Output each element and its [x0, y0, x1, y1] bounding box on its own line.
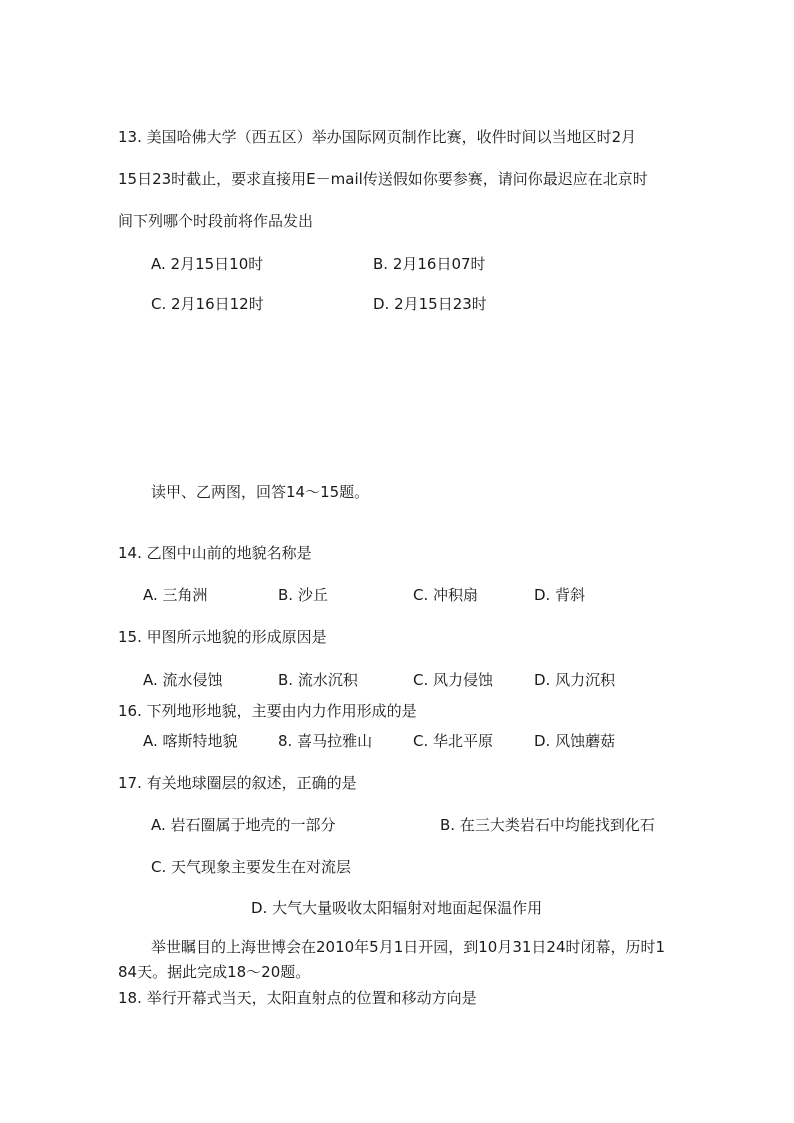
q13-stem-line3: 间下列哪个时段前将作品发出	[118, 212, 314, 230]
q13-option-a: A. 2月15日10时	[151, 255, 264, 273]
q13-option-c: C. 2月16日12时	[151, 295, 264, 313]
q16-stem: 16. 下列地形地貌，主要由内力作用形成的是	[118, 702, 417, 720]
q14-option-c: C. 冲积扇	[413, 586, 479, 604]
q17-option-a: A. 岩石圈属于地壳的一部分	[151, 816, 336, 834]
q14-option-a: A. 三角洲	[143, 586, 208, 604]
intro-18-20-line2: 84天。据此完成18～20题。	[118, 963, 311, 981]
q13-stem-line1: 13. 美国哈佛大学（西五区）举办国际网页制作比赛，收件时间以当地区时2月	[118, 128, 637, 146]
q13-option-b: B. 2月16日07时	[373, 255, 486, 273]
q16-option-d: D. 风蚀蘑菇	[534, 732, 616, 750]
q14-option-d: D. 背斜	[534, 586, 586, 604]
q14-option-b: B. 沙丘	[278, 586, 328, 604]
q16-option-c: C. 华北平原	[413, 732, 494, 750]
q15-option-d: D. 风力沉积	[534, 671, 616, 689]
q15-stem: 15. 甲图所示地貌的形成原因是	[118, 628, 327, 646]
q14-stem: 14. 乙图中山前的地貌名称是	[118, 544, 312, 562]
q16-option-a: A. 喀斯特地貌	[143, 732, 238, 750]
q17-stem: 17. 有关地球圈层的叙述，正确的是	[118, 774, 357, 792]
q15-option-b: B. 流水沉积	[278, 671, 358, 689]
q15-option-a: A. 流水侵蚀	[143, 671, 223, 689]
q17-option-b: B. 在三大类岩石中均能找到化石	[440, 816, 655, 834]
q13-stem-line2: 15日23时截止，要求直接用E－mail传送假如你要参赛，请问你最迟应在北京时	[118, 170, 648, 188]
intro-14-15: 读甲、乙两图，回答14～15题。	[151, 483, 370, 501]
q17-option-c: C. 天气现象主要发生在对流层	[151, 858, 352, 876]
q13-option-d: D. 2月15日23时	[373, 295, 487, 313]
q18-stem: 18. 举行开幕式当天，太阳直射点的位置和移动方向是	[118, 989, 477, 1007]
q17-option-d: D. 大气大量吸收太阳辐射对地面起保温作用	[251, 899, 543, 917]
q15-option-c: C. 风力侵蚀	[413, 671, 494, 689]
q16-option-b: 8. 喜马拉雅山	[278, 732, 373, 750]
intro-18-20-line1: 举世瞩目的上海世博会在2010年5月1日开园，到10月31日24时闭幕，历时1	[151, 938, 666, 956]
